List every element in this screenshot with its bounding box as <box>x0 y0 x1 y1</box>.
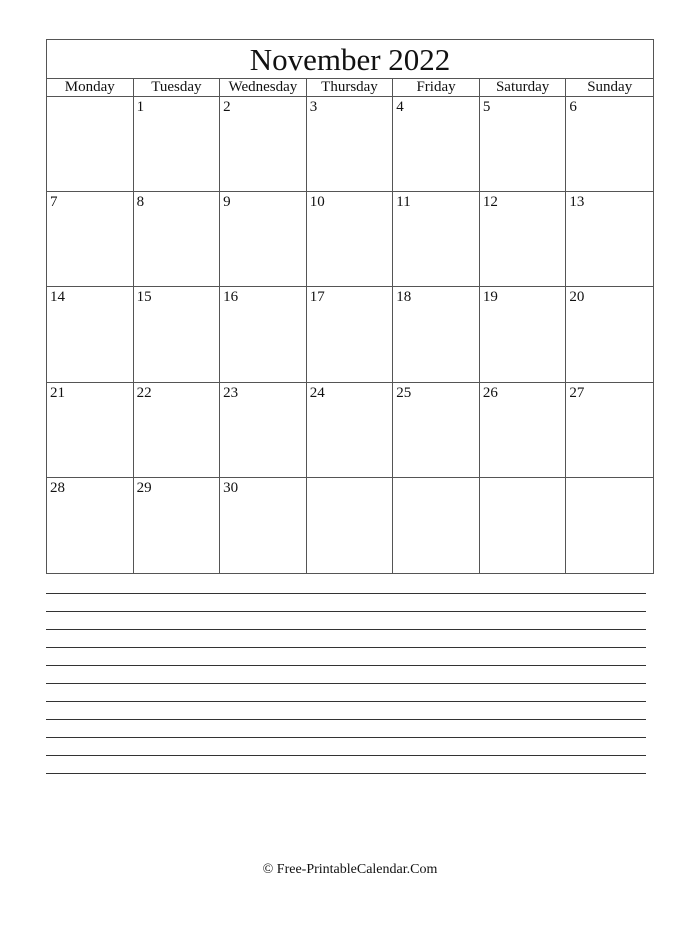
day-cell <box>307 383 394 478</box>
day-number: 3 <box>309 99 318 115</box>
day-number: 5 <box>482 99 491 115</box>
day-cell <box>393 287 480 382</box>
day-number: 12 <box>482 194 498 211</box>
day-number: 7 <box>50 194 58 211</box>
day-number: 2 <box>223 99 231 115</box>
weekday-friday: Friday <box>393 79 480 96</box>
weekday-saturday: Saturday <box>480 79 567 96</box>
day-cell <box>220 192 307 287</box>
day-cell <box>134 383 221 478</box>
day-cell <box>47 97 134 192</box>
day-number: 15 <box>136 289 152 306</box>
day-number: 11 <box>396 194 411 211</box>
day-number: 16 <box>223 289 239 306</box>
day-cell <box>393 478 480 573</box>
day-cell <box>307 97 394 192</box>
day-cell <box>134 97 221 192</box>
day-cell <box>566 478 653 573</box>
day-cell <box>134 287 221 382</box>
day-number: 19 <box>482 289 498 306</box>
day-cell <box>393 383 480 478</box>
day-cell <box>480 383 567 478</box>
day-number: 1 <box>136 99 145 115</box>
day-cell <box>307 192 394 287</box>
day-number: 27 <box>569 384 585 401</box>
day-number: 10 <box>309 194 325 211</box>
day-number: 29 <box>136 479 152 496</box>
note-line <box>46 719 646 737</box>
day-number: 21 <box>50 384 65 401</box>
day-cell <box>566 192 653 287</box>
day-number: 28 <box>50 479 65 496</box>
day-cell <box>220 97 307 192</box>
month-title: November 2022 <box>47 40 653 79</box>
day-number: 14 <box>50 289 65 306</box>
note-line <box>46 755 646 773</box>
day-number: 20 <box>569 289 585 306</box>
note-line <box>46 773 646 774</box>
day-cell <box>307 287 394 382</box>
day-cell <box>480 192 567 287</box>
day-cell <box>220 383 307 478</box>
note-line <box>46 593 646 611</box>
day-number: 13 <box>569 194 585 211</box>
days-grid <box>47 97 653 573</box>
note-line <box>46 701 646 719</box>
calendar-table <box>46 39 654 574</box>
day-number: 9 <box>223 194 231 211</box>
note-line <box>46 629 646 647</box>
day-cell <box>47 383 134 478</box>
day-cell <box>220 478 307 573</box>
day-cell <box>393 97 480 192</box>
day-cell <box>134 478 221 573</box>
day-cell <box>566 383 653 478</box>
day-number: 22 <box>136 384 152 401</box>
note-line <box>46 647 646 665</box>
day-cell <box>307 478 394 573</box>
day-cell <box>480 478 567 573</box>
weekday-thursday: Thursday <box>307 79 394 96</box>
day-cell <box>566 287 653 382</box>
day-cell <box>47 478 134 573</box>
day-cell <box>480 97 567 192</box>
day-number: 6 <box>569 99 577 115</box>
weekday-wednesday: Wednesday <box>220 79 307 96</box>
weekday-monday: Monday <box>47 79 134 96</box>
day-cell <box>480 287 567 382</box>
day-cell <box>566 97 653 192</box>
day-number: 23 <box>223 384 239 401</box>
notes-lines <box>46 593 646 774</box>
day-number: 8 <box>136 194 145 211</box>
note-line <box>46 683 646 701</box>
day-number: 26 <box>482 384 498 401</box>
day-cell <box>47 192 134 287</box>
footer-credit: © Free-PrintableCalendar.Com <box>262 862 438 877</box>
day-number: 25 <box>396 384 412 401</box>
day-number: 30 <box>223 479 239 496</box>
note-line <box>46 665 646 683</box>
weekday-sunday: Sunday <box>587 79 633 95</box>
day-number: 18 <box>396 289 412 306</box>
note-line <box>46 737 646 755</box>
day-cell <box>134 192 221 287</box>
day-cell <box>47 287 134 382</box>
weekday-header-row <box>47 79 653 97</box>
day-cell <box>393 192 480 287</box>
day-number: 17 <box>309 289 325 306</box>
day-number: 24 <box>309 384 325 401</box>
day-number: 4 <box>396 99 404 115</box>
day-cell <box>220 287 307 382</box>
weekday-tuesday: Tuesday <box>134 79 221 96</box>
note-line <box>46 611 646 629</box>
